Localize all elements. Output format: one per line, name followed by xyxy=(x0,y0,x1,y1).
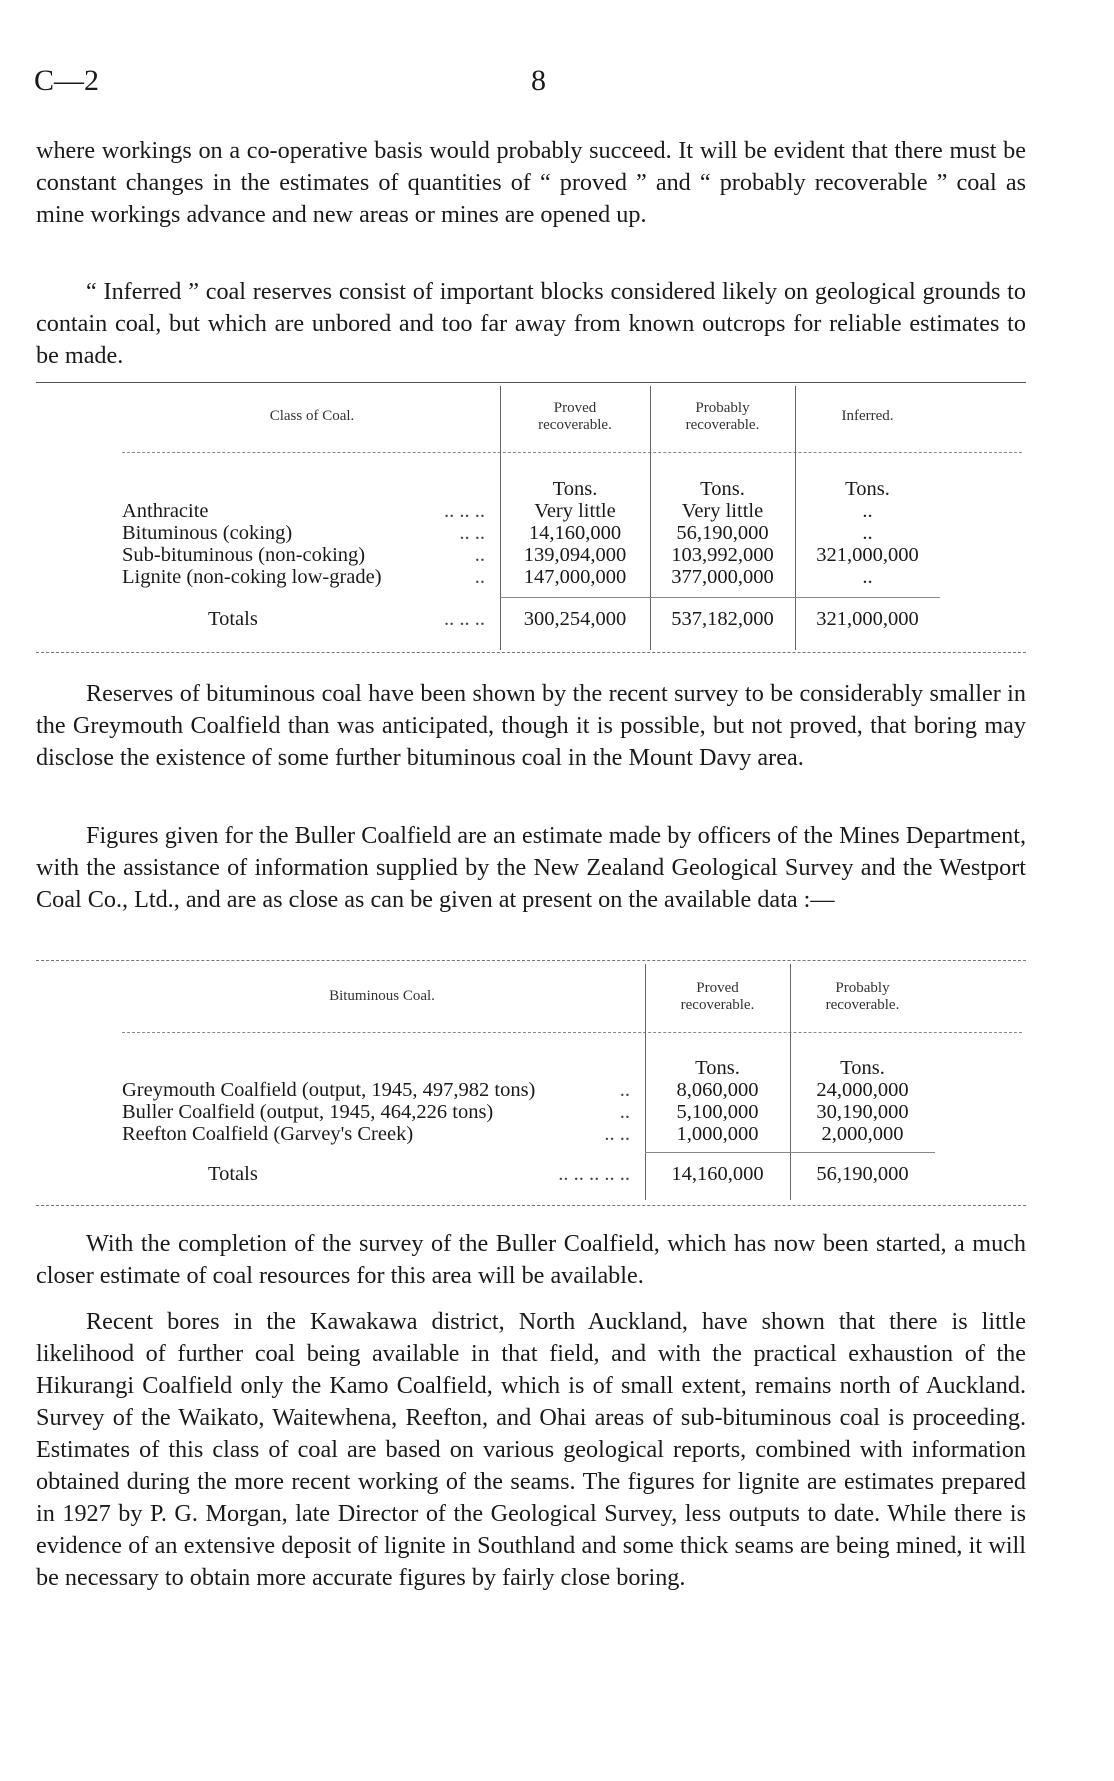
table2-totals-label: Totals xyxy=(208,1163,258,1185)
table1-totals-probably: 537,182,000 xyxy=(671,608,774,630)
table2-unit-proved: Tons. xyxy=(695,1057,740,1079)
table2-bottom-rule xyxy=(36,1205,1026,1206)
table1-header-probably: Probably recoverable. xyxy=(685,400,760,433)
table1-row-name: Bituminous (coking) xyxy=(122,522,293,544)
table1-row-name: Lignite (non-coking low-grade) xyxy=(122,566,382,588)
table1-bottom-rule xyxy=(36,652,1026,653)
table1-totals-proved: 300,254,000 xyxy=(523,608,627,630)
table2-totals-proved: 14,160,000 xyxy=(671,1163,764,1185)
table1-unit-probably: Tons. xyxy=(700,478,745,500)
table1-row-probably: 377,000,000 xyxy=(671,566,774,588)
page-number: 8 xyxy=(531,64,546,97)
table2-header-rule xyxy=(122,1032,1022,1033)
table1-top-rule xyxy=(36,382,1026,383)
paragraph-5: With the completion of the survey of the Buller Coalfield, which has now been started, a much closer estimate of coal resources for this area will be available. xyxy=(36,1230,1026,1289)
table2-row-proved: 5,100,000 xyxy=(676,1101,759,1123)
table1-totals-inferred: 321,000,000 xyxy=(816,608,919,630)
table1-header-inferred: Inferred. xyxy=(841,408,894,424)
table1-row-probably: Very little xyxy=(681,500,764,522)
table2-row-proved: 8,060,000 xyxy=(676,1079,759,1101)
table2-totals-rule xyxy=(645,1152,935,1153)
table2-row-probably: 30,190,000 xyxy=(816,1101,909,1123)
table1-row-inferred: .. xyxy=(862,566,873,588)
table1-row-leader: .. xyxy=(474,566,485,588)
table1-unit-proved: Tons. xyxy=(552,478,598,500)
paragraph-6: Recent bores in the Kawakawa district, North Auckland, have shown that there is little likelihood of further coal being available in that field, and with the practical exhaustion of the Hikurangi Coalfield only the Kamo Coalfield, which is of small extent, remains north of Auckland. Survey of the Waikato, Waitewhena, Reefton, and Ohai areas of sub-bituminous coal is proceeding. Estimates of this class of coal are based on various geological reports, combined with information obtained during the more recent working of the seams. The figures for lignite are estimates prepared in 1927 by P. G. Morgan, late Director of the Geological Survey, less outputs to date. While there is evidence of an extensive deposit of lignite in Southland and some thick seams are being mined, it will be necessary to obtain more accurate figures by fairly close boring. xyxy=(36,1308,1026,1591)
table1-row-probably: 103,992,000 xyxy=(671,544,774,566)
table2-row-name: Buller Coalfield (output, 1945, 464,226 tons) xyxy=(122,1101,494,1123)
table1-row-inferred: .. xyxy=(862,500,873,522)
table2-row-name: Greymouth Coalfield (output, 1945, 497,982 tons) xyxy=(122,1079,536,1101)
table1-row-name: Anthracite xyxy=(122,500,209,522)
table2-header-class: Bituminous Coal. xyxy=(329,988,435,1004)
table1-row-inferred: .. xyxy=(862,522,873,544)
paragraph-4: Figures given for the Buller Coalfield are an estimate made by officers of the Mines Department, with the assistance of information supplied by the New Zealand Geological Survey and the Westport Coal Co., Ltd., and are as close as can be given at present on the available data :— xyxy=(36,822,1026,913)
table1-row-proved: 139,094,000 xyxy=(523,544,627,566)
table2-row-probably: 2,000,000 xyxy=(821,1123,904,1145)
table1-row-proved: 14,160,000 xyxy=(528,522,622,544)
table1-row-proved: Very little xyxy=(534,500,616,522)
table2-totals-leader: .. .. .. .. .. xyxy=(558,1163,630,1185)
paragraph-1: where workings on a co-operative basis would probably succeed. It will be evident that there must be constant changes in the estimates of quantities of “ proved ” and “ probably recoverable ” coal as mine workings advance and new areas or mines are opened up. xyxy=(36,137,1026,228)
table1-totals-label: Totals xyxy=(208,608,258,630)
table1-row-proved: 147,000,000 xyxy=(523,566,627,588)
table1-row-leader: .. xyxy=(474,544,485,566)
table1-row-name: Sub-bituminous (non-coking) xyxy=(122,544,366,566)
table1-totals-leader: .. .. .. xyxy=(444,608,485,630)
table2-header-probably: Probably recoverable. xyxy=(825,980,900,1013)
table1-unit-inferred: Tons. xyxy=(845,478,890,500)
table2-row-leader: .. xyxy=(619,1101,630,1123)
table1-row-leader: .. .. xyxy=(459,522,485,544)
paragraph-2: “ Inferred ” coal reserves consist of important blocks considered likely on geological grounds to contain coal, but which are unbored and too far away from known outcrops for reliable estimates to be made. xyxy=(36,278,1026,369)
table1-header-proved: Proved recoverable. xyxy=(538,400,612,433)
table2-top-rule xyxy=(36,960,1026,961)
table2-row-proved: 1,000,000 xyxy=(676,1123,759,1145)
table1-header-rule xyxy=(122,452,1022,453)
table2-row-leader: .. .. xyxy=(604,1123,630,1145)
table1-totals-rule xyxy=(500,597,940,598)
table2-totals-probably: 56,190,000 xyxy=(816,1163,909,1185)
page-header xyxy=(34,64,1034,104)
table2-row-name: Reefton Coalfield (Garvey's Creek) xyxy=(122,1123,414,1145)
table1-header-class: Class of Coal. xyxy=(269,408,355,424)
table1-row-probably: 56,190,000 xyxy=(676,522,769,544)
page-code: C—2 xyxy=(34,64,100,97)
table2-row-probably: 24,000,000 xyxy=(816,1079,909,1101)
table2-row-leader: .. xyxy=(619,1079,630,1101)
table2-header-proved: Proved recoverable. xyxy=(680,980,755,1013)
paragraph-3: Reserves of bituminous coal have been shown by the recent survey to be considerably smaller in the Greymouth Coalfield than was anticipated, though it is possible, but not proved, that boring may disclose the existence of some further bituminous coal in the Mount Davy area. xyxy=(36,680,1026,771)
table1-row-inferred: 321,000,000 xyxy=(816,544,919,566)
table2-unit-probably: Tons. xyxy=(840,1057,885,1079)
table1-row-leader: .. .. .. xyxy=(444,500,485,522)
